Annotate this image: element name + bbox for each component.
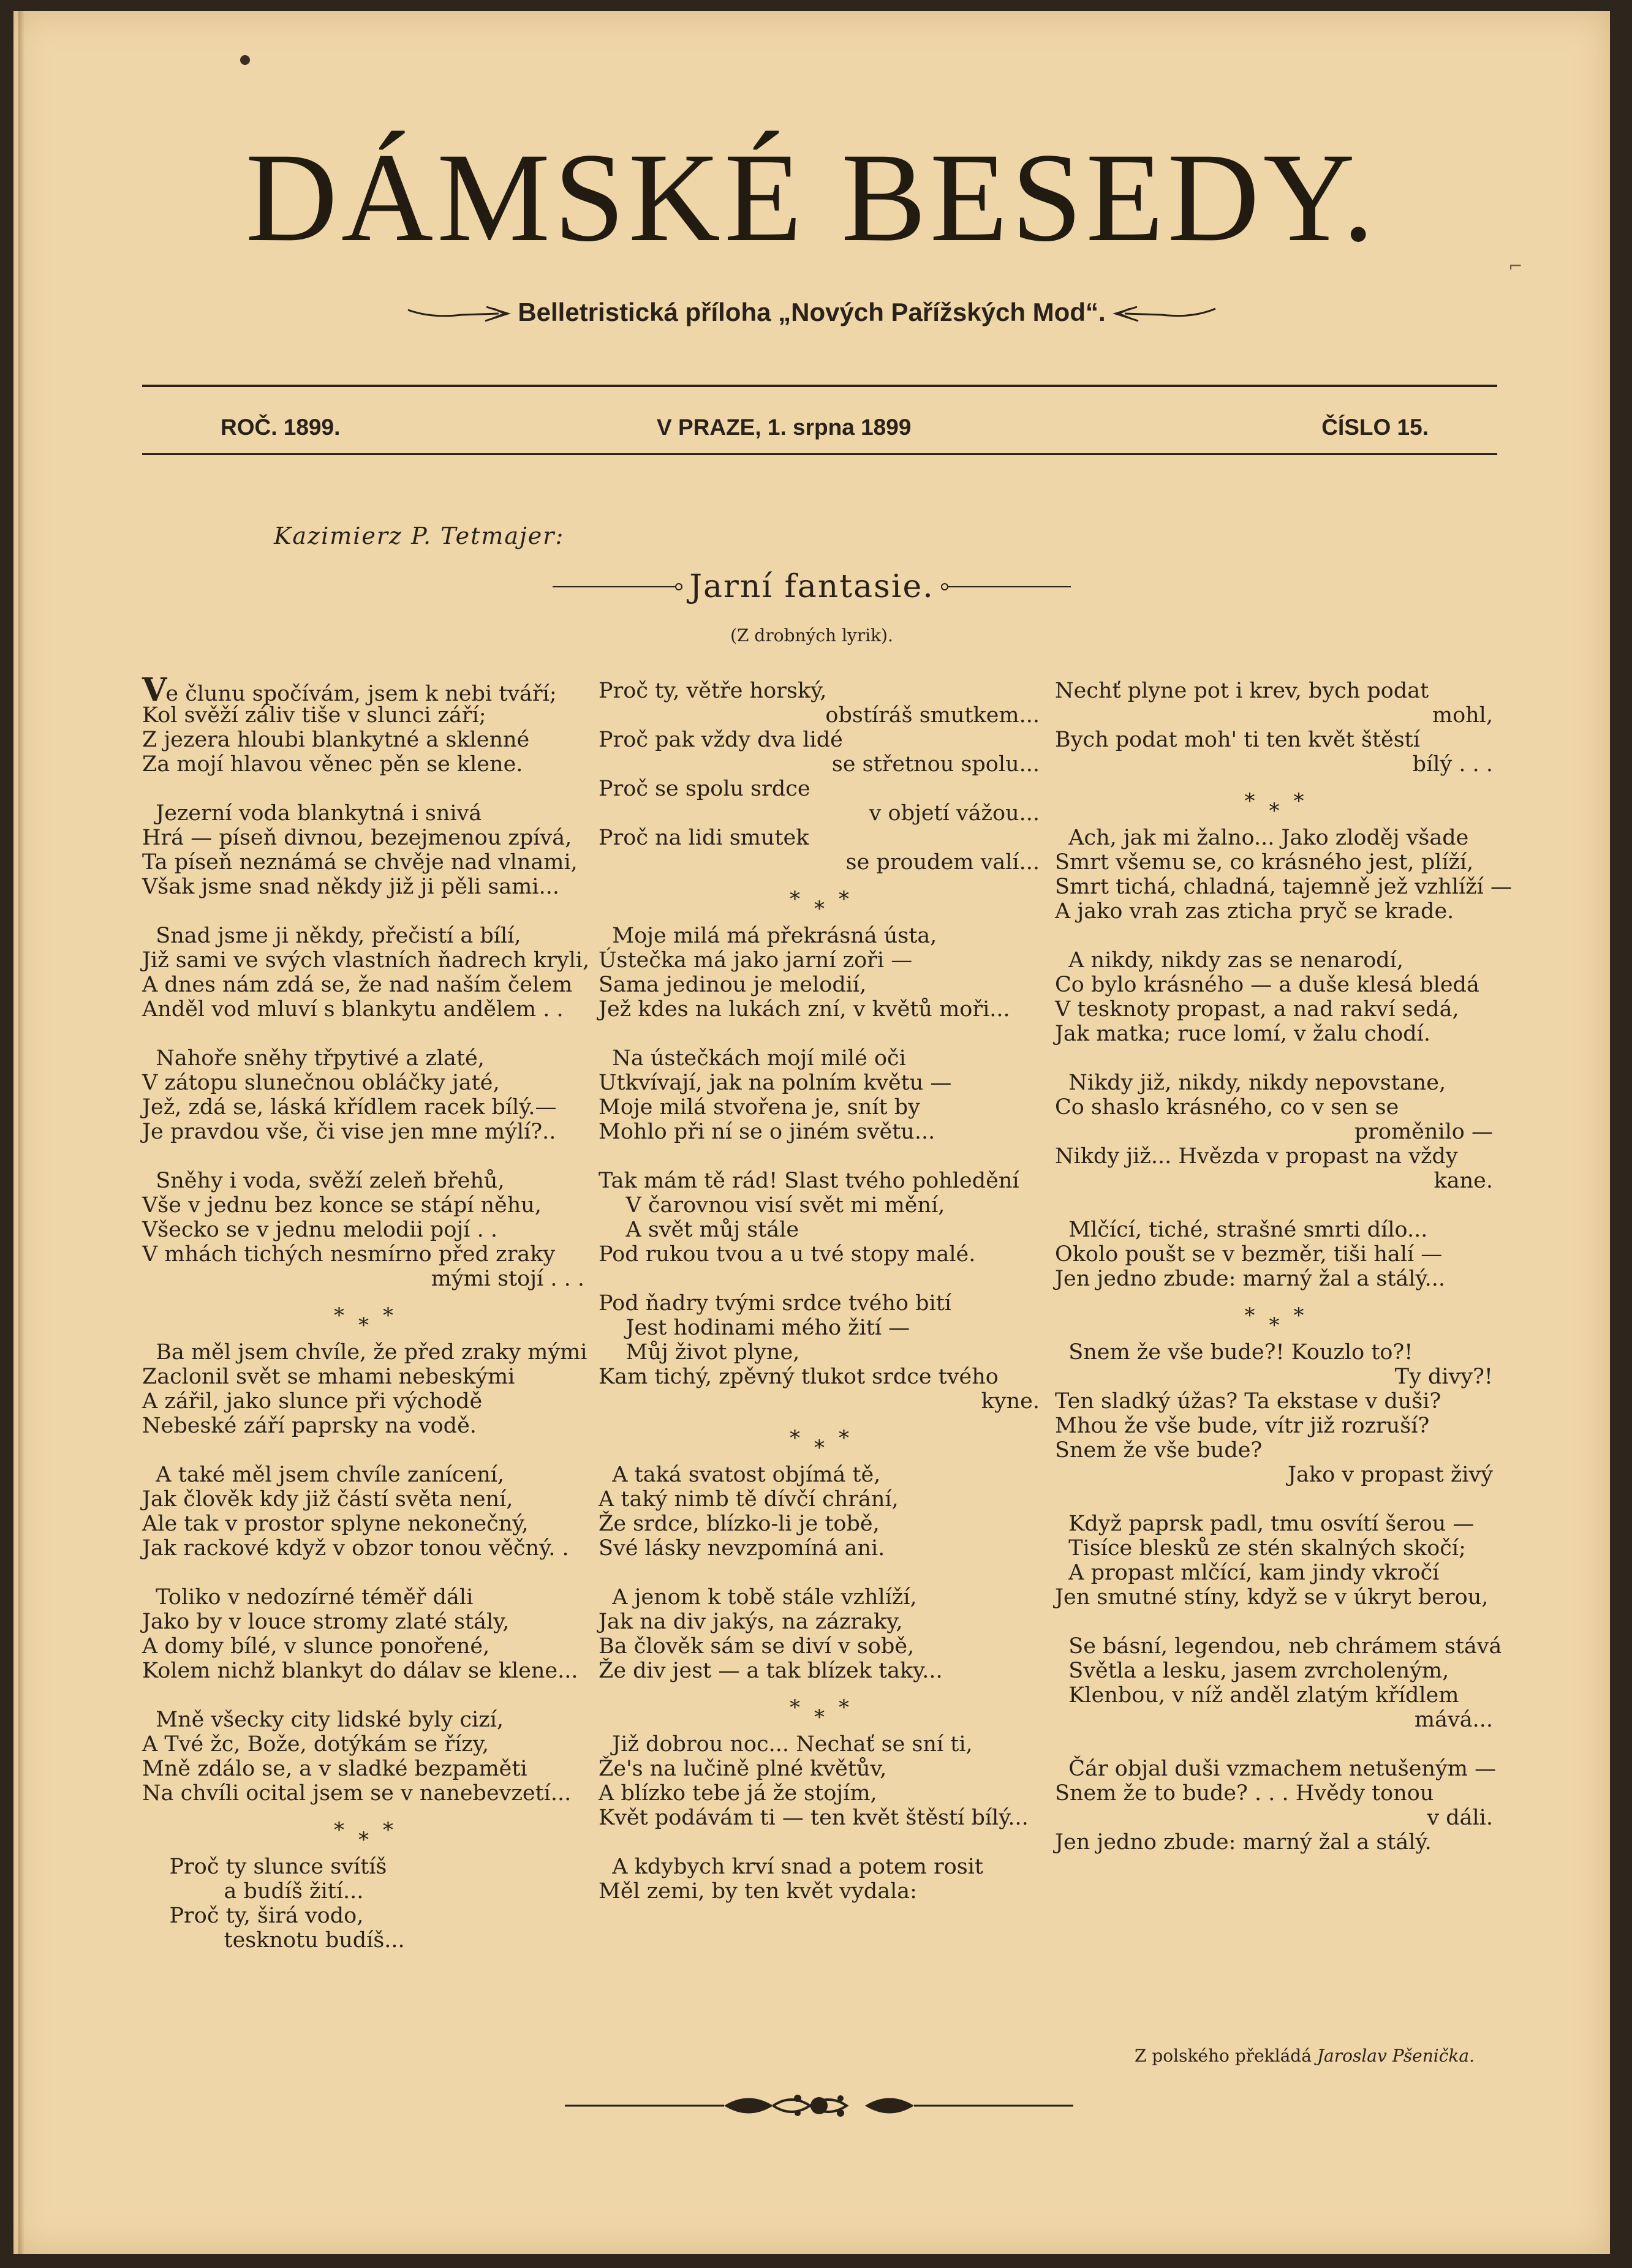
poem-line: V tesknoty propast, a nad rakví sedá, — [1055, 997, 1459, 1022]
poem-line: Proč se spolu srdce — [599, 777, 810, 801]
poem-line: A svět můj stále — [599, 1218, 799, 1242]
place-date-label: V PRAZE, 1. srpna 1899 — [657, 415, 912, 440]
ink-dot — [240, 55, 250, 65]
poem-line: Snem že vše bude? — [1055, 1438, 1263, 1463]
poem-line: Proč ty slunce svítíš — [142, 1855, 387, 1879]
poem-line: Však jsme snad někdy již ji pěli sami... — [142, 875, 559, 899]
poem-line: Na chvíli ocital jsem se v nanebevzetí... — [142, 1781, 572, 1806]
poem-line — [599, 1830, 1040, 1855]
poem-line: Moje milá má překrásná ústa, — [599, 924, 937, 948]
ink-mark: ⌐ — [1508, 256, 1523, 276]
asterism-star: * — [814, 897, 825, 921]
poem-line: se proudem valí... — [845, 850, 1040, 875]
poem-line: Nikdy již, nikdy, nikdy nepovstane, — [1055, 1071, 1446, 1095]
asterism-star: * — [814, 1705, 825, 1730]
subtitle-text: Belletristická příloha „Nových Pařížských Mod“. — [518, 298, 1106, 326]
poem-line: Utkvívají, jak na polním květu — — [599, 1071, 952, 1095]
poem-column-1 — [142, 671, 590, 1953]
poem-line: Jezerní voda blankytná i snivá — [142, 801, 482, 826]
masthead-title: DÁMSKÉ BESEDY. — [245, 127, 1378, 268]
asterism-star: * — [839, 1695, 849, 1720]
title-rule-right — [948, 586, 1071, 587]
asterism-divider — [1055, 777, 1493, 826]
poem-line: Ústečka má jako jarní zoři — — [599, 948, 913, 973]
asterism-divider — [142, 1806, 584, 1855]
poem-line: Můj život plyne, — [599, 1340, 800, 1365]
asterism-star: * — [334, 1818, 344, 1842]
asterism-star: * — [358, 1828, 369, 1852]
header-rule-bottom — [142, 453, 1497, 455]
poem-line: Květ podávám ti — ten květ štěstí bílý... — [599, 1806, 1029, 1830]
asterism-star: * — [790, 1426, 800, 1450]
poem-line: Ale tak v prostor splyne nekonečný, — [142, 1512, 529, 1536]
poem-line: Ten sladký úžas? Ta ekstase v duši? — [1055, 1389, 1441, 1414]
poem-line: Anděl vod mluví s blankytu andělem . . — [142, 997, 564, 1022]
poem-line: Smrt všemu se, co krásného jest, plíží, — [1055, 850, 1474, 875]
poem-line: Již sami ve svých vlastních ňadrech kryli, — [142, 948, 590, 973]
poem-line: Čár objal duši vzmachem netušeným — — [1055, 1757, 1497, 1781]
poem-line: kyne. — [981, 1389, 1040, 1414]
poem-line: v dáli. — [1427, 1806, 1493, 1830]
asterism-star: * — [790, 887, 800, 911]
poem-line: V mhách tichých nesmírno před zraky — [142, 1242, 556, 1267]
asterism-star: * — [334, 1303, 344, 1328]
poem-line: Se básní, legendou, neb chrámem stává — [1055, 1634, 1502, 1659]
poem-line: A propast mlčící, kam jindy vkročí — [1055, 1561, 1440, 1585]
poem-line — [142, 1683, 584, 1708]
poem-line: Toliko v nedozírné téměř dáli — [142, 1585, 474, 1610]
poem-line: Jen jedno zbude: marný žal a stálý. — [1055, 1830, 1432, 1855]
asterism-star: * — [839, 887, 849, 911]
poem-line: Snad jsme ji někdy, přečistí a bílí, — [142, 924, 521, 948]
edition-bar — [142, 403, 1497, 452]
poem-line: Zaclonil svět se mhami nebeskými — [142, 1365, 515, 1389]
poem-line: mává... — [1414, 1708, 1493, 1732]
poem-line: Jak matka; ruce lomí, v žalu chodí. — [1055, 1022, 1430, 1046]
poem-title: Jarní fantasie. — [689, 568, 934, 605]
poem-line: Mně zdálo se, a v sladké bezpaměti — [142, 1757, 527, 1781]
asterism-star: * — [1269, 1313, 1280, 1338]
asterism-star: * — [1293, 1303, 1304, 1328]
poem-line: Hrá — píseň divnou, bezejmenou zpívá, — [142, 826, 572, 850]
poem-line: A dnes nám zdá se, že nad naším čelem — [142, 973, 573, 997]
poem-line: Mlčící, tiché, strašné smrti dílo... — [1055, 1218, 1428, 1242]
poem-line: Co bylo krásného — a duše klesá bledá — [1055, 973, 1479, 997]
poem-line: Proč pak vždy dva lidé — [599, 728, 843, 752]
poem-line: Ach, jak mi žalno... Jako zloděj všade — [1055, 826, 1469, 850]
poem-line: Klenbou, v níž anděl zlatým křídlem — [1055, 1683, 1459, 1708]
poem-line: V čarovnou visí svět mi mění, — [599, 1193, 945, 1218]
poem-line: Všecko se v jednu melodii pojí . . — [142, 1218, 497, 1242]
asterism-divider — [599, 875, 1040, 924]
poem-line — [599, 1561, 1040, 1585]
poem-line: Je pravdou vše, či vise jen mne mýlí?.. — [142, 1120, 556, 1144]
translator-name: Jaroslav Pšenička. — [1317, 2046, 1475, 2066]
asterism-star: * — [790, 1695, 800, 1720]
poem-line — [142, 777, 584, 801]
asterism-star: * — [814, 1436, 825, 1460]
poem-line: Kol svěží záliv tiše v slunci září; — [142, 703, 486, 728]
poem-line — [1055, 1732, 1493, 1757]
left-arrow-flourish — [407, 305, 511, 323]
asterism-star: * — [1244, 789, 1255, 813]
poem-line: tesknotu budíš... — [142, 1928, 405, 1953]
poem-line: Jen smutné stíny, když se v úkryt berou, — [1055, 1585, 1489, 1610]
poem-line: Že srdce, blízko-li je tobě, — [599, 1512, 880, 1536]
poem-line: A kdybych krví snad a potem rosit — [599, 1855, 984, 1879]
poem-line: Tak mám tě rád! Slast tvého pohledění — [599, 1169, 1019, 1193]
poem-line: Tisíce blesků ze stén skalných skočí; — [1055, 1536, 1466, 1561]
poem-line: A taká svatost objímá tě, — [599, 1463, 881, 1487]
poem-line — [142, 1144, 584, 1169]
asterism-divider — [142, 1291, 584, 1340]
poem-line: Bych podat moh' ti ten květ štěstí — [1055, 728, 1420, 752]
poem-line — [142, 1022, 584, 1046]
poem-line: A jenom k tobě stále vzhlíží, — [599, 1585, 917, 1610]
poem-line: Jak na div jakýs, na zázraky, — [599, 1610, 903, 1634]
poem-line: Moje milá stvořena je, snít by — [599, 1095, 920, 1120]
poem-line: A Tvé žc, Bože, dotýkám se řízy, — [142, 1732, 489, 1757]
poem-line: Okolo poušt se v bezměr, tiši halí — — [1055, 1242, 1443, 1267]
poem-line: Nebeské září paprsky na vodě. — [142, 1414, 477, 1438]
issue-number-label: ČÍSLO 15. — [1321, 415, 1429, 440]
poem-line: Pod rukou tvou a u tvé stopy malé. — [599, 1242, 976, 1267]
poem-line: proměnilo — — [1354, 1120, 1493, 1144]
poem-line: Jak člověk kdy již částí světa není, — [142, 1487, 513, 1512]
poem-line: A zářil, jako slunce při východě — [142, 1389, 483, 1414]
asterism-star: * — [1293, 789, 1304, 813]
poem-line: Jež, zdá se, láská křídlem racek bílý.— — [142, 1095, 557, 1120]
asterism-star: * — [358, 1313, 369, 1338]
poem-line: Smrt tichá, chladná, tajemně jež vzhlíží — — [1055, 875, 1512, 899]
poem-line: A domy bílé, v slunce ponořené, — [142, 1634, 490, 1659]
poem-line: Jako v propast živý — [1287, 1463, 1493, 1487]
poem-line: Jako by v louce stromy zlaté stály, — [142, 1610, 510, 1634]
poem-line: Proč ty, širá vodo, — [142, 1904, 364, 1928]
poem-line: Ve člunu spočívám, jsem k nebi tváří; — [142, 671, 557, 709]
translator-credit — [1135, 2046, 1475, 2066]
poem-line: Nikdy již... Hvězda v propast na vždy — [1055, 1144, 1458, 1169]
poem-line: Jak rackové když v obzor tonou věčný. . — [142, 1536, 569, 1561]
poem-line — [1055, 1193, 1493, 1218]
poem-line: Z jezera hloubi blankytné a sklenné — [142, 728, 530, 752]
poem-author: Kazimierz P. Tetmajer: — [274, 522, 565, 549]
poem-line — [599, 1144, 1040, 1169]
title-rule-left — [553, 586, 675, 587]
newspaper-page — [13, 11, 1610, 2254]
poem-line: a budíš žití... — [142, 1879, 364, 1904]
poem-line: Své lásky nevzpomíná ani. — [599, 1536, 885, 1561]
poem-line: Sněhy i voda, svěží zeleň břehů, — [142, 1169, 505, 1193]
poem-line: Již dobrou noc... Nechať se sní ti, — [599, 1732, 973, 1757]
poem-line — [1055, 1487, 1493, 1512]
poem-line: Proč ty, větře horský, — [599, 679, 827, 703]
poem-line: Snem že to bude? . . . Hvědy tonou — [1055, 1781, 1434, 1806]
poem-line: Že's na lučině plné květův, — [599, 1757, 887, 1781]
poem-line: Jen jedno zbude: marný žal a stálý... — [1055, 1267, 1445, 1291]
poem-line — [1055, 924, 1493, 948]
poem-line: A taký nimb tě dívčí chrání, — [599, 1487, 899, 1512]
poem-line: Jež kdes na lukách zní, v květů moři... — [599, 997, 1010, 1022]
poem-line: Nechť plyne pot i krev, bych podat — [1055, 679, 1429, 703]
asterism-star: * — [1244, 1303, 1255, 1328]
asterism-star: * — [383, 1303, 393, 1328]
poem-line: A také měl jsem chvíle zanícení, — [142, 1463, 505, 1487]
translator-prefix: Z polského překládá — [1135, 2046, 1317, 2066]
poem-line: Mohlo při ní se o jiném světu... — [599, 1120, 935, 1144]
poem-line: Nahoře sněhy třpytivé a zlaté, — [142, 1046, 485, 1071]
poem-line: mými stojí . . . — [431, 1267, 584, 1291]
poem-line: mohl, — [1432, 703, 1493, 728]
poem-line: Kam tichý, zpěvný tlukot srdce tvého — [599, 1365, 999, 1389]
poem-line: Ba člověk sám se diví v sobě, — [599, 1634, 915, 1659]
poem-line: bílý . . . — [1412, 752, 1493, 777]
asterism-divider — [1055, 1291, 1493, 1340]
poem-line: Mhou že vše bude, vítr již rozruší? — [1055, 1414, 1430, 1438]
poem-line: Snem že vše bude?! Kouzlo to?! — [1055, 1340, 1413, 1365]
poem-line: Mně všecky city lidské byly cizí, — [142, 1708, 504, 1732]
poem-line: Ta píseň neznámá se chvěje nad vlnami, — [142, 850, 578, 875]
drop-cap: V — [142, 671, 166, 709]
poem-line: v objetí vážou... — [869, 801, 1040, 826]
poem-line: Že div jest — a tak blízek taky... — [599, 1659, 943, 1683]
poem-line: kane. — [1434, 1169, 1493, 1193]
poem-line: Pod ňadry tvými srdce tvého bití — [599, 1291, 951, 1316]
ornament-divider — [565, 2087, 1073, 2124]
asterism-star: * — [383, 1818, 393, 1842]
poem-line: A nikdy, nikdy zas se nenarodí, — [1055, 948, 1404, 973]
poem-line — [1055, 1610, 1493, 1634]
poem-line — [599, 1022, 1040, 1046]
poem-line: Ba měl jsem chvíle, že před zraky mými — [142, 1340, 587, 1365]
poem-line: obstíráš smutkem... — [825, 703, 1040, 728]
supplement-subtitle — [13, 294, 1610, 331]
poem-line — [142, 1438, 584, 1463]
poem-line: A jako vrah zas zticha pryč se krade. — [1055, 899, 1454, 924]
poem-line: Za mojí hlavou věnec pěn se klene. — [142, 752, 523, 777]
volume-label: ROČ. 1899. — [221, 415, 341, 440]
header-rule-top — [142, 385, 1497, 387]
poem-line: Světla a lesku, jasem zvrcholeným, — [1055, 1659, 1449, 1683]
poem-line — [1055, 1046, 1493, 1071]
poem-line: A blízko tebe já že stojím, — [599, 1781, 877, 1806]
poem-line: Jest hodinami mého žití — — [599, 1316, 910, 1340]
poem-line: se střetnou spolu... — [831, 752, 1040, 777]
poem-subnote: (Z drobných lyrik). — [730, 625, 893, 646]
poem-line: V zátopu slunečnou obláčky jaté, — [142, 1071, 500, 1095]
poem-line — [142, 899, 584, 924]
poem-line: Proč na lidi smutek — [599, 826, 809, 850]
asterism-divider — [599, 1414, 1040, 1463]
poem-line: Ty divy?! — [1394, 1365, 1493, 1389]
right-arrow-flourish — [1113, 305, 1217, 323]
poem-line — [142, 1561, 584, 1585]
poem-line: Když paprsk padl, tmu osvítí šerou — — [1055, 1512, 1475, 1536]
poem-column-2 — [599, 679, 1040, 1904]
poem-line: Měl zemi, by ten květ vydala: — [599, 1879, 917, 1904]
asterism-star: * — [1269, 799, 1280, 823]
asterism-divider — [599, 1683, 1040, 1732]
asterism-star: * — [839, 1426, 849, 1450]
poem-line: Co shaslo krásného, co v sen se — [1055, 1095, 1399, 1120]
poem-column-3 — [1055, 679, 1512, 1855]
poem-title-row — [13, 568, 1610, 611]
poem-line: Vše v jednu bez konce se stápí něhu, — [142, 1193, 542, 1218]
poem-line — [599, 1267, 1040, 1291]
poem-line: Na ústečkách mojí milé oči — [599, 1046, 906, 1071]
poem-line: Kolem nichž blankyt do dálav se klene... — [142, 1659, 578, 1683]
poem-line: Sama jedinou je melodií, — [599, 973, 867, 997]
